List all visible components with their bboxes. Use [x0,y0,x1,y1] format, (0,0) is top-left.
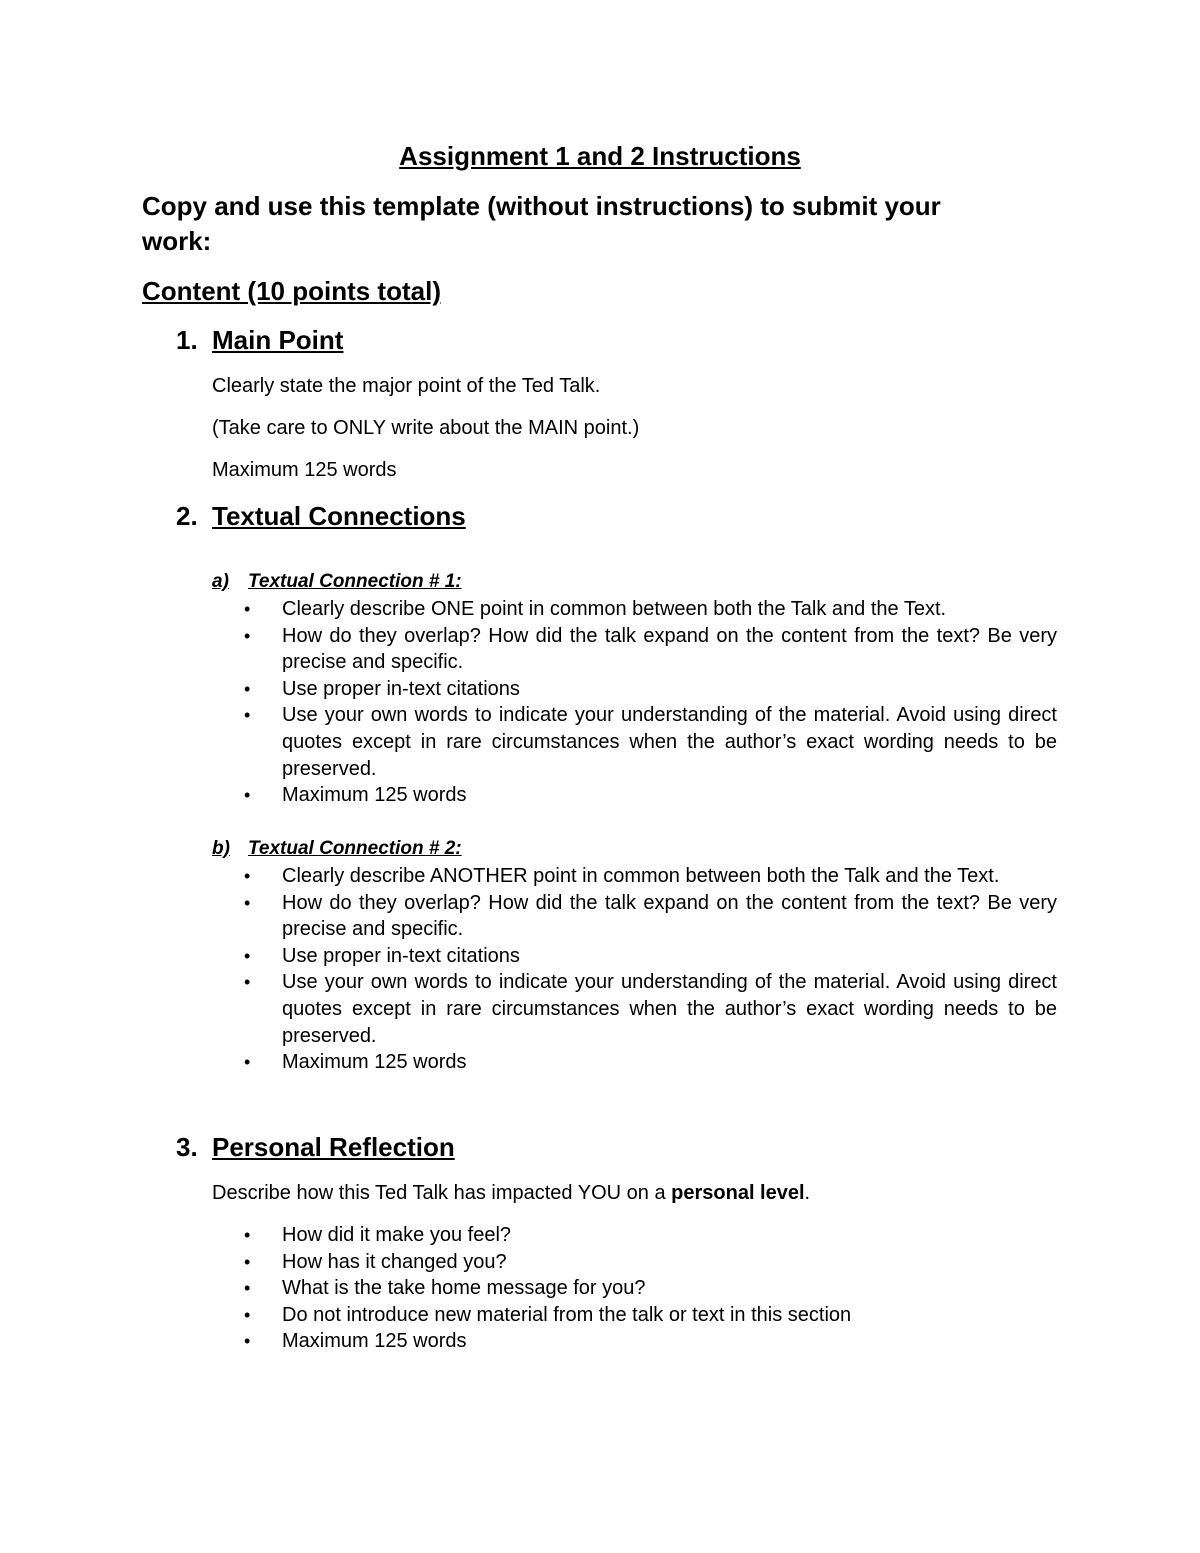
textual-connection-1-list [244,596,1057,809]
bullet-icon: • [244,1331,251,1352]
section-title: Textual Connections [212,501,466,531]
bullet-icon: • [244,866,251,886]
textual-connection-1-heading [212,571,462,593]
document-title: Assignment 1 and 2 Instructions [399,141,801,171]
section-textual-connections-heading [176,501,466,532]
subsection-letter: a) [212,571,229,592]
section-number: 2. [176,501,198,531]
list-item [244,782,1057,809]
content-heading: Content (10 points total) [142,276,441,306]
list-item [244,1249,1057,1276]
list-item [244,676,1057,703]
list-item [244,702,1057,782]
list-item-text: How has it changed you? [282,1250,507,1273]
bullet-icon: • [244,1225,251,1245]
bullet-icon: • [244,599,251,619]
bullet-icon: • [244,1251,251,1272]
subsection-title: Textual Connection # 1: [248,571,462,592]
intro-text: Describe how this Ted Talk has impacted YOU on a [212,1182,672,1204]
list-item-text: Clearly describe ANOTHER point in common between both the Talk and the Text. [282,865,1000,887]
list-item [244,943,1057,970]
main-point-line-1: Clearly state the major point of the Ted Talk. [212,375,601,397]
intro-emphasis: personal level [671,1182,805,1204]
main-point-line-3: Maximum 125 words [212,459,397,481]
list-item [244,623,1057,676]
bullet-icon: • [244,1304,251,1325]
bullet-icon: • [244,892,251,913]
list-item [244,1275,1057,1302]
bullet-icon: • [244,785,251,806]
personal-reflection-intro [212,1182,810,1205]
list-item-text: Use proper in-text citations [282,677,520,700]
bullet-icon: • [244,1278,251,1299]
subsection-title: Textual Connection # 2: [248,838,462,859]
main-point-line-2: (Take care to ONLY write about the MAIN point.) [212,417,640,439]
list-item [244,969,1057,1049]
list-item [244,863,1057,890]
template-note-line-2: work: [142,226,212,256]
textual-connection-2-heading [212,838,462,860]
template-note-line-1: Copy and use this template (without instructions) to submit your [142,191,941,221]
list-item-text: Clearly describe ONE point in common between both the Talk and the Text. [282,598,947,620]
section-main-point-heading [176,325,343,356]
list-item-text: How do they overlap? How did the talk expand on the content from the text? Be very precise and specific. [282,624,1057,674]
bullet-icon: • [244,705,251,726]
list-item [244,1328,1057,1355]
list-item-text: Use proper in-text citations [282,944,520,967]
section-title: Personal Reflection [212,1132,455,1162]
list-item-text: Maximum 125 words [282,1051,467,1074]
list-item [244,1302,1057,1329]
list-item [244,596,1057,623]
section-number: 3. [176,1132,198,1162]
textual-connection-2-list [244,863,1057,1076]
personal-reflection-list [244,1222,1057,1355]
list-item-text: Do not introduce new material from the talk or text in this section [282,1303,852,1326]
bullet-icon: • [244,945,251,966]
list-item [244,890,1057,943]
bullet-icon: • [244,1052,251,1073]
section-personal-reflection-heading [176,1132,455,1163]
list-item-text: Use your own words to indicate your understanding of the material. Avoid using direct quotes except in rare circumstances when the author’s exact wording needs to be preserved. [282,704,1057,780]
subsection-letter: b) [212,838,230,859]
list-item-text: What is the take home message for you? [282,1277,646,1300]
section-title: Main Point [212,325,344,355]
intro-period: . [804,1182,811,1204]
list-item-text: How did it make you feel? [282,1224,512,1246]
list-item [244,1222,1057,1249]
list-item [244,1049,1057,1076]
list-item-text: Maximum 125 words [282,784,467,807]
bullet-icon: • [244,972,251,993]
bullet-icon: • [244,678,251,699]
list-item-text: Use your own words to indicate your understanding of the material. Avoid using direct quotes except in rare circumstances when the author’s exact wording needs to be preserved. [282,971,1057,1047]
list-item-text: How do they overlap? How did the talk expand on the content from the text? Be very precise and specific. [282,891,1057,941]
list-item-text: Maximum 125 words [282,1330,467,1353]
bullet-icon: • [244,625,251,646]
section-number: 1. [176,325,198,355]
